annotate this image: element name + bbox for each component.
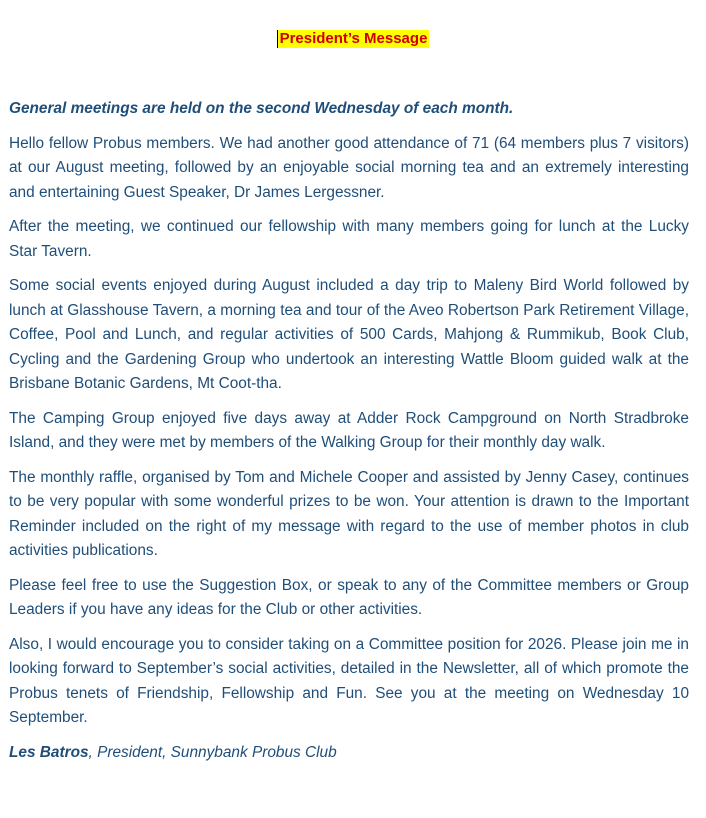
paragraph-committee: Also, I would encourage you to consider taking on a Committee position for 2026. Please join me in looking forward to September’s social activities, detailed in the Newsletter, all of which promote the Probus tenets of Friendship, Fellowship and Fun. See you at the meeting on Wednesday 10 September. <box>9 635 689 726</box>
message-body <box>9 97 689 775</box>
page-title: President’s Message <box>277 30 430 48</box>
paragraph-raffle: The monthly raffle, organised by Tom and Michele Cooper and assisted by Jenny Casey, continues to be very popular with some wonderful prizes to be won. Your attention is drawn to the Important Reminder included on the right of my message with regard to the use of member photos in club activities publications. <box>9 468 689 559</box>
paragraph-attendance: Hello fellow Probus members. We had another good attendance of 71 (64 members plus 7 visitors) at our August meeting, followed by an enjoyable social morning tea and an extremely interesting and entertaining Guest Speaker, Dr James Lergessner. <box>9 134 689 201</box>
meeting-schedule-note: General meetings are held on the second Wednesday of each month. <box>9 100 514 117</box>
paragraph-lunch: After the meeting, we continued our fellowship with many members going for lunch at the Lucky Star Tavern. <box>9 218 689 260</box>
paragraph-suggestion-box: Please feel free to use the Suggestion Box, or speak to any of the Committee members or Group Leaders if you have any ideas for the Club or other activities. <box>9 576 689 618</box>
signature-role: , President, Sunnybank Probus Club <box>88 743 337 761</box>
paragraph-social-events: Some social events enjoyed during August included a day trip to Maleny Bird World followed by lunch at Glasshouse Tavern, a morning tea and tour of the Aveo Robertson Park Retirement Village, Coffee, Pool and Lunch, and regular activities of 500 Cards, Mahjong & Rummikub, Book Club, Cycling and the Gardening Group who undertook an interesting Wattle Bloom guided walk at the Brisbane Botanic Gardens, Mt Coot-tha. <box>9 277 689 392</box>
signature <box>9 741 689 766</box>
signature-name: Les Batros <box>9 743 89 761</box>
paragraph-camping-group: The Camping Group enjoyed five days away at Adder Rock Campground on North Stradbroke Island, and they were met by members of the Walking Group for their monthly day walk. <box>9 409 689 451</box>
title-wrapper <box>0 30 706 48</box>
